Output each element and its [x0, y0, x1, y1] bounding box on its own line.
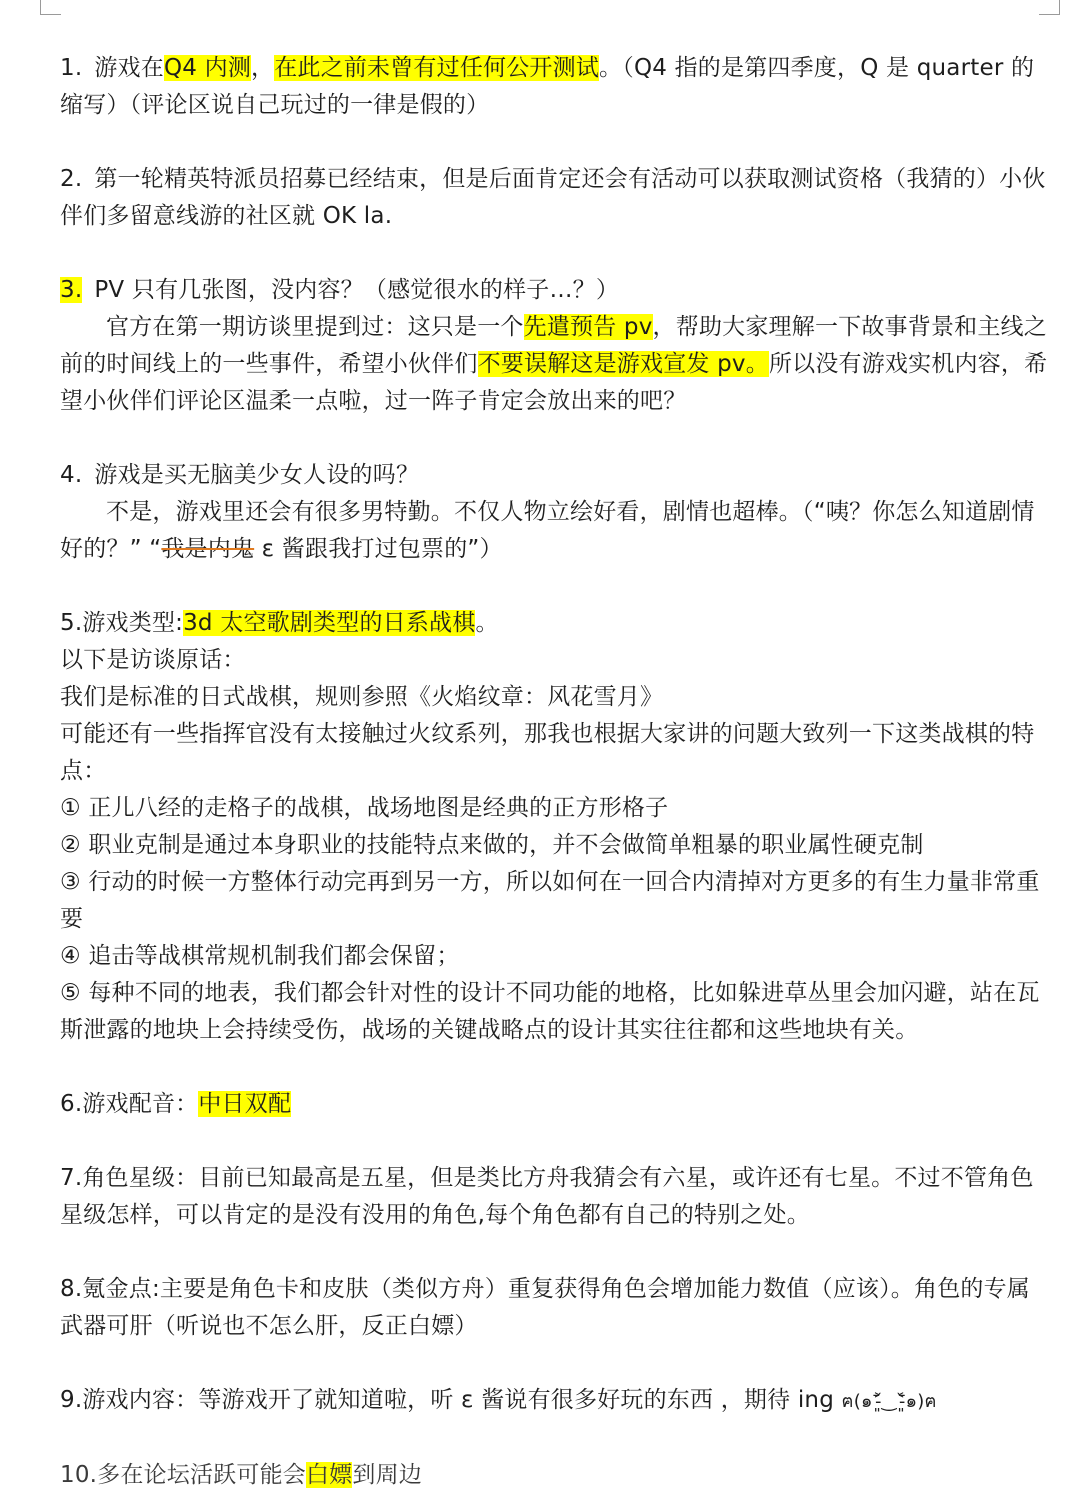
item-5-feature-4: ④ 追击等战棋常规机制我们都会保留；	[60, 943, 460, 969]
item-3-body	[60, 309, 1050, 420]
item-4-text-b: ε 酱跟我打过包票的”）	[254, 536, 503, 562]
item-5-line: 我们是标准的日式战棋，规则参照《火焰纹章：风花雪月》	[60, 684, 664, 710]
item-5-feature-5: ⑤ 每种不同的地表，我们都会针对性的设计不同功能的地格，比如躲进草丛里会加闪避，站在瓦斯泄露的地块上会持续受伤，战场的关键战略点的设计其实往往都和这些地块有关。	[60, 980, 1040, 1043]
page-corner-mark-left	[40, 0, 61, 15]
document-body	[60, 50, 1050, 1494]
item-5-feature-2: ② 职业克制是通过本身职业的技能特点来做的，并不会做简单粗暴的职业属性硬克制	[60, 832, 924, 858]
item-6	[60, 1086, 1050, 1123]
item-10-highlight-free: 白嫖	[305, 1462, 353, 1488]
item-6-text: 6.游戏配音：	[60, 1091, 199, 1117]
item-3-text-c: 所以没有游戏实机内容，希望小伙伴们评论区温柔一点啦，过一阵子肯定会放出来的吧？	[60, 351, 1048, 414]
item-4-text-a: 不是，游戏里还会有很多男特勤。不仅人物立绘好看，剧情也超棒。（“咦？你怎么知道剧情好的？” “	[60, 499, 1035, 562]
item-4-strikethrough: 我是内鬼	[161, 536, 255, 562]
item-1-text-a: 游戏在	[94, 55, 164, 81]
item-4-body	[60, 494, 1050, 568]
item-5-text-b: 。	[475, 610, 499, 636]
item-6-highlight-voice: 中日双配	[198, 1091, 292, 1117]
item-4-heading-text: 游戏是买无脑美少女人设的吗？	[94, 462, 420, 488]
item-2	[60, 161, 1050, 235]
item-5-heading	[60, 605, 1050, 642]
item-5-highlight-genre: 3d 太空歌剧类型的日系战棋	[183, 610, 476, 636]
item-4-heading	[60, 457, 1050, 494]
item-3-number: 3.	[60, 277, 83, 303]
item-5-text-a: 5.游戏类型:	[60, 610, 184, 636]
item-3-highlight-preview-pv: 先遣预告 pv	[523, 314, 653, 340]
item-1	[60, 50, 1050, 124]
item-4-number: 4.	[60, 462, 83, 488]
item-5-line: 以下是访谈原话：	[60, 647, 246, 673]
item-9-kaomoji: ฅ(๑˃̵͈᷄‿˂̵͈᷅๑)ฅ	[841, 1391, 937, 1412]
item-1-number: 1.	[60, 55, 83, 81]
item-1-highlight-q4: Q4 内测	[163, 55, 252, 81]
item-5-feature-1: ① 正儿八经的走格子的战棋，战场地图是经典的正方形格子	[60, 795, 669, 821]
item-3-text-b: ，帮助大家理解一下故事背景和主线之前的时间线上的一些事件，希望小伙伴们	[60, 314, 1047, 377]
item-3-highlight-not-promo: 不要误解这是游戏宣发 pv。	[477, 351, 769, 377]
item-5-feature-3: ③ 行动的时候一方整体行动完再到另一方，所以如何在一回合内清掉对方更多的有生力量非常重要	[60, 869, 1040, 932]
item-10	[60, 1457, 1050, 1494]
item-1-text-c: 。（Q4 指的是第四季度，Q 是 quarter 的缩写）（评论区说自己玩过的一律是假的）	[60, 55, 1035, 118]
item-8: 8.氪金点:主要是角色卡和皮肤（类似方舟）重复获得角色会增加能力数值（应该）。角色的专属武器可肝（听说也不怎么肝，反正白嫖）	[60, 1276, 1030, 1339]
item-7: 7.角色星级：目前已知最高是五星，但是类比方舟我猜会有六星，或许还有七星。不过不管角色星级怎样，可以肯定的是没有没用的角色,每个角色都有自己的特别之处。	[60, 1165, 1034, 1228]
item-2-number: 2.	[60, 166, 83, 192]
item-3-heading-text: PV 只有几张图，没内容？（感觉很水的样子…？）	[94, 277, 620, 303]
item-1-highlight-no-test: 在此之前未曾有过任何公开测试	[274, 55, 600, 81]
item-9	[60, 1382, 1050, 1420]
item-3-heading	[60, 272, 1050, 309]
item-10-text-b: 到周边	[352, 1462, 422, 1488]
item-1-text-b: ，	[251, 55, 275, 81]
item-10-text-a: 10.多在论坛活跃可能会	[60, 1462, 306, 1488]
page-corner-mark-right	[1039, 0, 1060, 15]
item-5-line: 可能还有一些指挥官没有太接触过火纹系列，那我也根据大家讲的问题大致列一下这类战棋的特点：	[60, 721, 1035, 784]
item-9-text: 9.游戏内容：等游戏开了就知道啦，听 ε 酱说有很多好玩的东西 ，期待 ing	[60, 1387, 842, 1413]
item-2-text: 第一轮精英特派员招募已经结束，但是后面肯定还会有活动可以获取测试资格（我猜的）小伙伴们多留意线游的社区就 OK la.	[60, 166, 1046, 229]
item-3-text-a: 官方在第一期访谈里提到过：这只是一个	[106, 314, 524, 340]
